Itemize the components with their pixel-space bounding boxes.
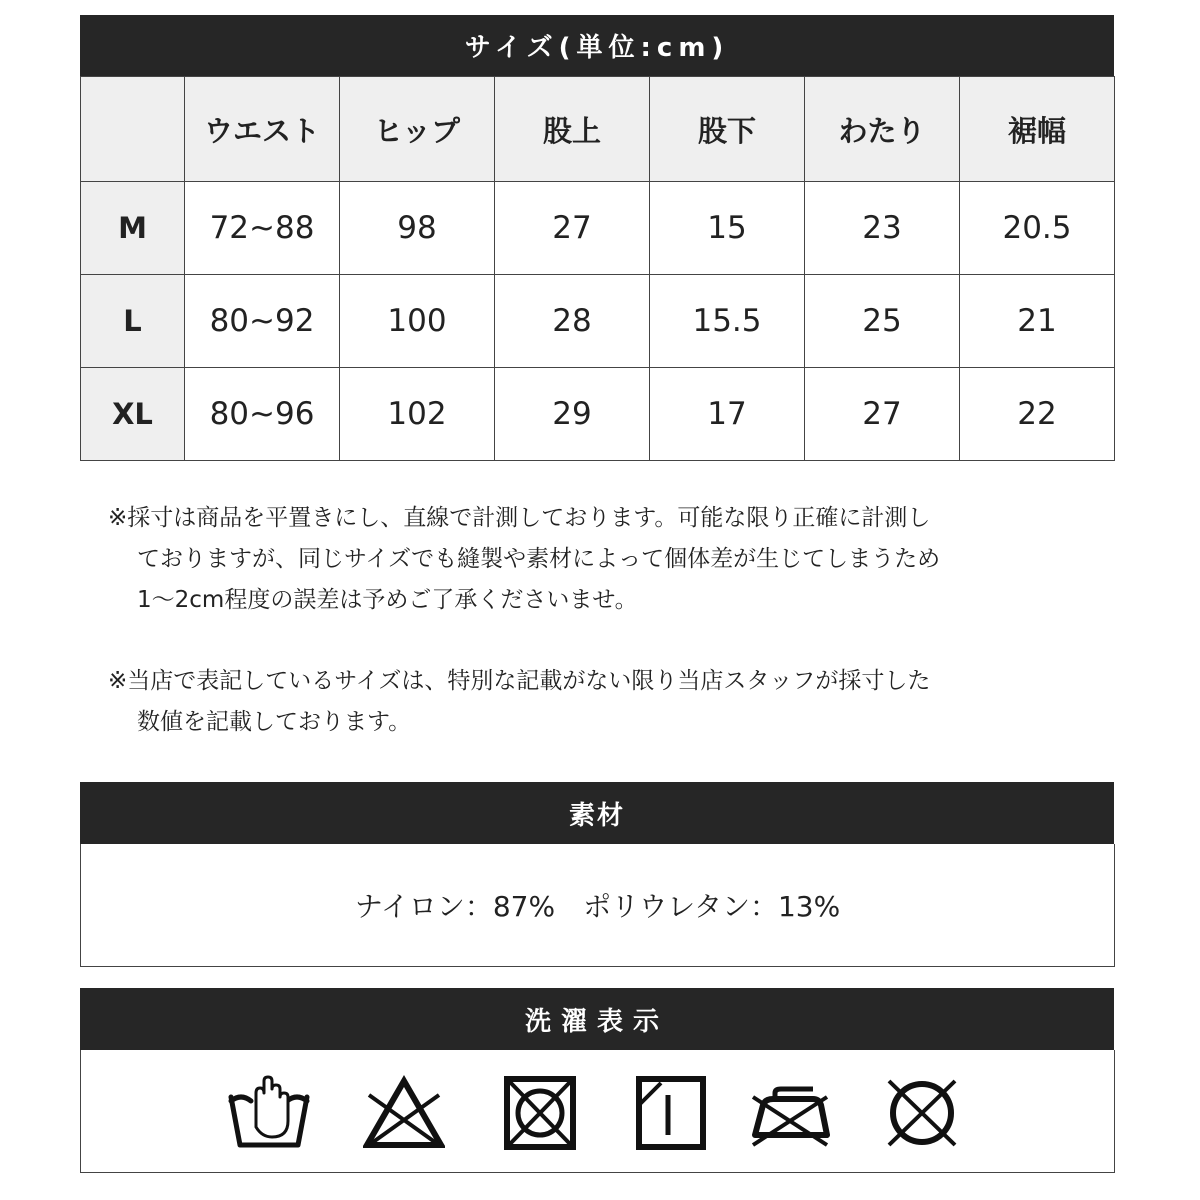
hand-wash-icon bbox=[228, 1075, 310, 1151]
note-line: ※当店で表記しているサイズは、特別な記載がない限り当店スタッフが採寸した bbox=[108, 668, 931, 694]
table-row bbox=[81, 275, 1115, 368]
material-section-title: 素材 bbox=[80, 782, 1114, 844]
table-cell: 22 bbox=[960, 368, 1115, 461]
no-dry-clean-icon bbox=[881, 1075, 963, 1151]
table-row bbox=[81, 182, 1115, 275]
note-line: 数値を記載しております。 bbox=[137, 709, 412, 735]
size-section-title: サイズ(単位:cm) bbox=[80, 15, 1114, 76]
header-cell-inseam: 股下 bbox=[650, 77, 805, 182]
no-iron-icon bbox=[749, 1075, 831, 1151]
care-section-title: 洗濯表示 bbox=[80, 988, 1114, 1050]
header-cell-empty bbox=[81, 77, 185, 182]
size-table-header-row bbox=[81, 77, 1115, 182]
size-label: M bbox=[81, 182, 185, 275]
table-cell: 21 bbox=[960, 275, 1115, 368]
note-line: ※採寸は商品を平置きにし、直線で計測しております。可能な限り正確に計測し bbox=[108, 505, 931, 531]
table-cell: 27 bbox=[805, 368, 960, 461]
measurement-note bbox=[108, 498, 1108, 621]
header-cell-hip: ヒップ bbox=[340, 77, 495, 182]
size-label: L bbox=[81, 275, 185, 368]
table-cell: 100 bbox=[340, 275, 495, 368]
table-cell: 102 bbox=[340, 368, 495, 461]
table-cell: 98 bbox=[340, 182, 495, 275]
care-icons-box bbox=[80, 1050, 1115, 1173]
table-cell: 15.5 bbox=[650, 275, 805, 368]
table-cell: 23 bbox=[805, 182, 960, 275]
material-composition: ナイロン：87% ポリウレタン：13% bbox=[354, 890, 841, 923]
table-cell: 29 bbox=[495, 368, 650, 461]
table-row bbox=[81, 368, 1115, 461]
table-cell: 20.5 bbox=[960, 182, 1115, 275]
table-cell: 28 bbox=[495, 275, 650, 368]
no-bleach-icon bbox=[363, 1075, 445, 1151]
table-cell: 80~96 bbox=[185, 368, 340, 461]
header-cell-thigh: わたり bbox=[805, 77, 960, 182]
size-table bbox=[80, 76, 1115, 461]
header-cell-waist: ウエスト bbox=[185, 77, 340, 182]
size-label: XL bbox=[81, 368, 185, 461]
table-cell: 17 bbox=[650, 368, 805, 461]
material-box bbox=[80, 844, 1115, 967]
header-cell-rise: 股上 bbox=[495, 77, 650, 182]
table-cell: 80~92 bbox=[185, 275, 340, 368]
table-cell: 15 bbox=[650, 182, 805, 275]
no-tumble-dry-icon bbox=[499, 1075, 581, 1151]
size-note bbox=[108, 661, 1108, 743]
note-line: ておりますが、同じサイズでも縫製や素材によって個体差が生じてしまうため bbox=[137, 546, 941, 572]
note-line: 1～2cm程度の誤差は予めご了承くださいませ。 bbox=[137, 587, 638, 613]
table-cell: 25 bbox=[805, 275, 960, 368]
line-dry-icon bbox=[631, 1075, 713, 1151]
table-cell: 72~88 bbox=[185, 182, 340, 275]
table-cell: 27 bbox=[495, 182, 650, 275]
header-cell-hem: 裾幅 bbox=[960, 77, 1115, 182]
